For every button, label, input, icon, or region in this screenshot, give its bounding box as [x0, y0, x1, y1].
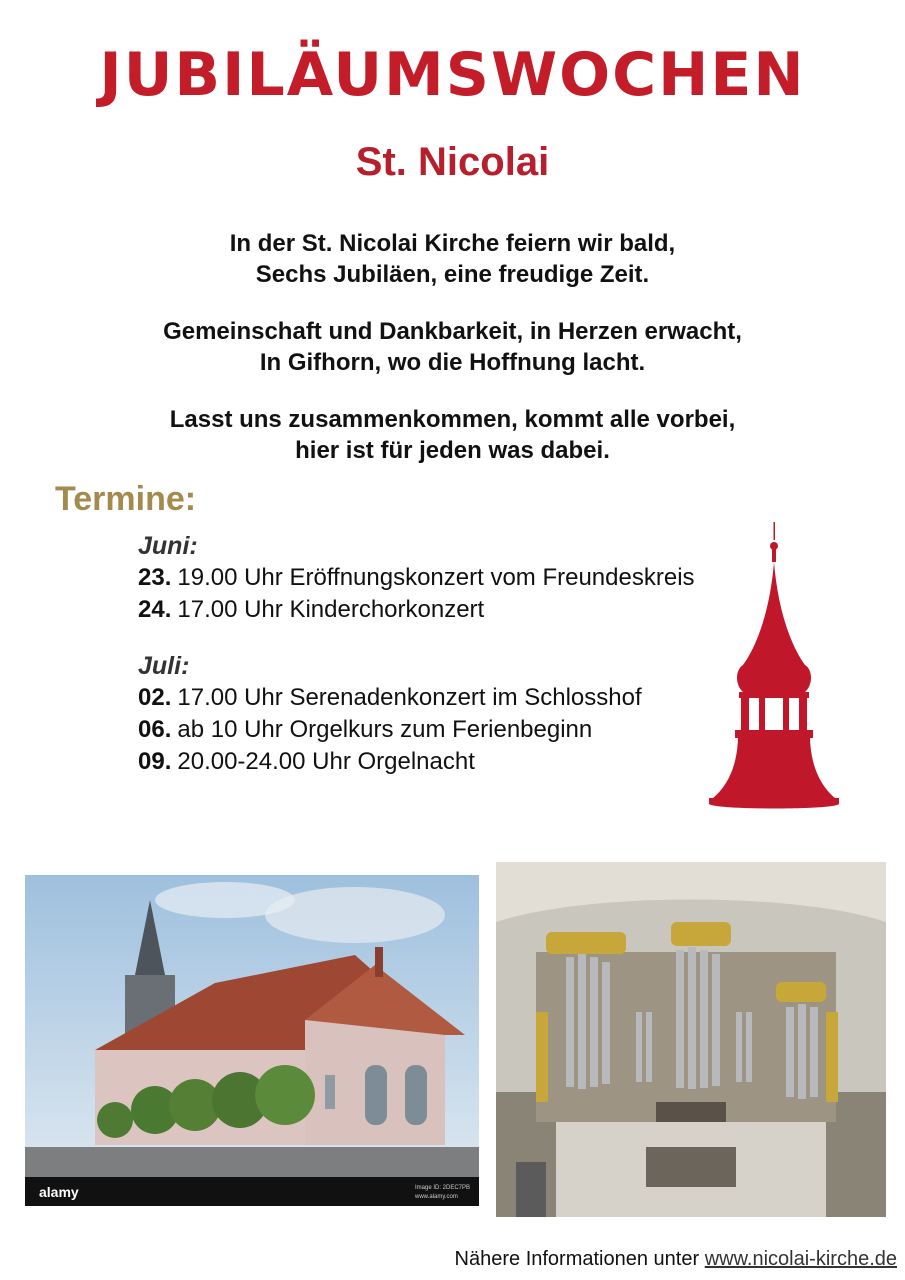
- image-url-text: www.alamy.com: [415, 1194, 458, 1200]
- event-text: 17.00 Uhr Kinderchorkonzert: [177, 596, 485, 623]
- poem-line: In Gifhorn, wo die Hoffnung lacht.: [259, 349, 646, 376]
- event-row: [138, 562, 695, 594]
- footer-prefix: Nähere Informationen unter: [454, 1248, 705, 1270]
- poem-line: Lasst uns zusammenkommen, kommt alle vorbei,: [169, 406, 736, 433]
- event-row: [138, 682, 695, 714]
- event-text: ab 10 Uhr Orgelkurs zum Ferienbeginn: [177, 716, 593, 743]
- event-day: 24.: [138, 596, 172, 623]
- schedule-heading: Termine:: [55, 480, 197, 518]
- event-text: 20.00-24.00 Uhr Orgelnacht: [177, 748, 475, 775]
- website-link[interactable]: www.nicolai-kirche.de: [704, 1248, 897, 1270]
- organ-photo: [496, 862, 886, 1217]
- event-day: 02.: [138, 684, 172, 711]
- footer-info: [455, 1248, 897, 1271]
- watermark-text: alamy: [39, 1184, 79, 1200]
- poem-line: Gemeinschaft und Dankbarkeit, in Herzen erwacht,: [163, 318, 742, 345]
- event-row: [138, 746, 695, 778]
- event-day: 09.: [138, 748, 172, 775]
- poem-stanza: [0, 404, 905, 466]
- poem-line: hier ist für jeden was dabei.: [295, 437, 610, 464]
- image-id-text: Image ID: 2DEC7PB: [415, 1185, 471, 1191]
- poem-line: Sechs Jubiläen, eine freudige Zeit.: [255, 261, 650, 288]
- poem: [0, 228, 905, 492]
- month-heading-june: Juni:: [138, 532, 198, 560]
- church-tower-icon: [705, 520, 845, 820]
- event-text: 19.00 Uhr Eröffnungskonzert vom Freundeskreis: [177, 564, 695, 591]
- event-row: [138, 714, 695, 746]
- page-subtitle: St. Nicolai: [355, 140, 550, 184]
- event-day: 06.: [138, 716, 172, 743]
- event-text: 17.00 Uhr Serenadenkonzert im Schlosshof: [177, 684, 642, 711]
- month-heading-july: Juli:: [138, 652, 190, 680]
- poem-line: In der St. Nicolai Kirche feiern wir bald,: [229, 230, 676, 257]
- poem-stanza: [0, 228, 905, 290]
- schedule-list: [138, 530, 695, 778]
- event-row: [138, 594, 695, 626]
- page-title: JUBILÄUMSWOCHEN: [99, 40, 806, 110]
- poem-stanza: [0, 316, 905, 378]
- event-day: 23.: [138, 564, 172, 591]
- church-photo: [25, 875, 479, 1206]
